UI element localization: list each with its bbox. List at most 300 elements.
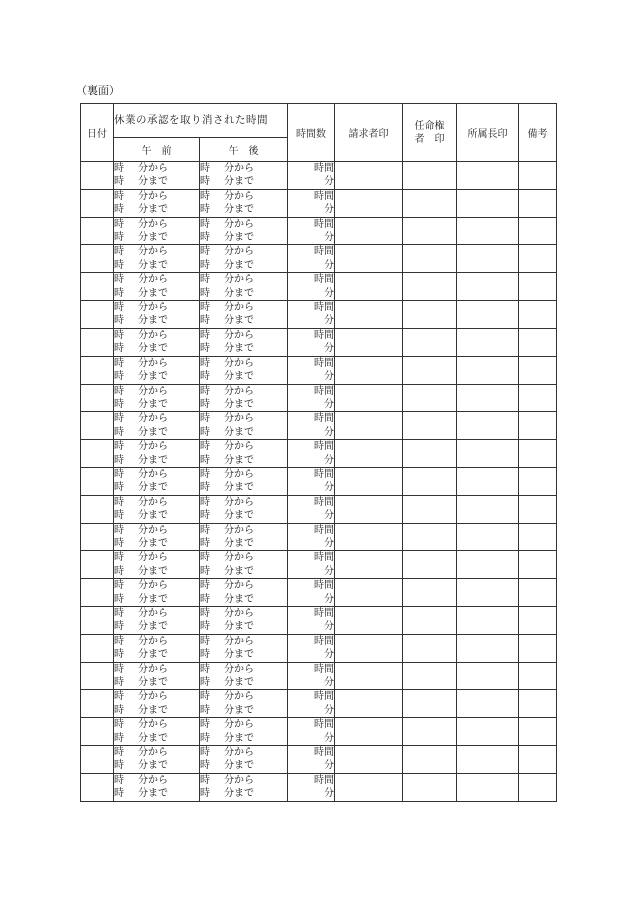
hours-count-cell[interactable] — [288, 273, 335, 301]
date-cell[interactable] — [81, 662, 114, 690]
appointer-seal-cell[interactable] — [403, 189, 457, 217]
count-hour-label: 時間 — [314, 441, 334, 453]
remarks-cell[interactable] — [519, 356, 557, 384]
pm-to-hour-label: 時 — [200, 371, 210, 383]
am-to-min-label: 分まで — [138, 510, 168, 522]
requester-seal-cell[interactable] — [335, 690, 403, 718]
pm-from-min-label: 分から — [224, 691, 254, 703]
am-time-cell[interactable] — [114, 189, 200, 217]
pm-from-hour-label: 時 — [200, 385, 210, 397]
requester-seal-cell[interactable] — [335, 634, 403, 662]
pm-to-hour-label: 時 — [200, 287, 210, 299]
dept-head-seal-cell[interactable] — [457, 189, 519, 217]
remarks-cell[interactable] — [519, 273, 557, 301]
dept-head-seal-cell[interactable] — [457, 773, 519, 801]
am-to-hour-label: 時 — [114, 482, 124, 494]
dept-head-seal-cell[interactable] — [457, 356, 519, 384]
remarks-cell[interactable] — [519, 662, 557, 690]
appointer-seal-cell[interactable] — [403, 273, 457, 301]
am-from-hour-label: 時 — [114, 524, 124, 536]
am-to-min-label: 分まで — [138, 732, 168, 744]
remarks-cell[interactable] — [519, 384, 557, 412]
appointer-seal-cell[interactable] — [403, 384, 457, 412]
requester-seal-cell[interactable] — [335, 356, 403, 384]
am-from-min-label: 分から — [138, 218, 168, 230]
header-hours: 時間数 — [288, 104, 335, 162]
am-time-cell[interactable] — [114, 245, 200, 273]
requester-seal-cell[interactable] — [335, 245, 403, 273]
requester-seal-cell[interactable] — [335, 773, 403, 801]
header-appointer-line2: 者 印 — [414, 133, 445, 145]
date-cell[interactable] — [81, 746, 114, 774]
am-time-cell[interactable] — [114, 523, 200, 551]
pm-from-hour-label: 時 — [200, 747, 210, 759]
pm-from-min-label: 分から — [224, 218, 254, 230]
count-min-label: 分 — [324, 371, 334, 383]
date-cell[interactable] — [81, 579, 114, 607]
am-time-cell[interactable] — [114, 773, 200, 801]
requester-seal-cell[interactable] — [335, 384, 403, 412]
am-time-cell[interactable] — [114, 384, 200, 412]
pm-to-min-label: 分まで — [224, 398, 254, 410]
hours-count-cell[interactable] — [288, 440, 335, 468]
am-from-min-label: 分から — [138, 385, 168, 397]
pm-to-hour-label: 時 — [200, 537, 210, 549]
appointer-seal-cell[interactable] — [403, 634, 457, 662]
remarks-cell[interactable] — [519, 551, 557, 579]
date-cell[interactable] — [81, 384, 114, 412]
table-row — [81, 356, 557, 384]
remarks-cell[interactable] — [519, 773, 557, 801]
dept-head-seal-cell[interactable] — [457, 579, 519, 607]
appointer-seal-cell[interactable] — [403, 162, 457, 190]
hours-count-cell[interactable] — [288, 189, 335, 217]
am-time-cell[interactable] — [114, 356, 200, 384]
requester-seal-cell[interactable] — [335, 523, 403, 551]
count-hour-label: 時間 — [314, 274, 334, 286]
appointer-seal-cell[interactable] — [403, 301, 457, 329]
requester-seal-cell[interactable] — [335, 662, 403, 690]
pm-time-cell[interactable] — [200, 718, 288, 746]
am-time-cell[interactable] — [114, 440, 200, 468]
pm-to-min-label: 分まで — [224, 287, 254, 299]
pm-time-cell[interactable] — [200, 384, 288, 412]
remarks-cell[interactable] — [519, 245, 557, 273]
remarks-cell[interactable] — [519, 523, 557, 551]
dept-head-seal-cell[interactable] — [457, 607, 519, 635]
am-time-cell[interactable] — [114, 662, 200, 690]
am-time-cell[interactable] — [114, 607, 200, 635]
am-time-cell[interactable] — [114, 301, 200, 329]
count-min-label: 分 — [324, 315, 334, 327]
count-min-label: 分 — [324, 232, 334, 244]
pm-from-hour-label: 時 — [200, 580, 210, 592]
dept-head-seal-cell[interactable] — [457, 162, 519, 190]
am-to-min-label: 分まで — [138, 788, 168, 800]
pm-from-min-label: 分から — [224, 302, 254, 314]
pm-to-hour-label: 時 — [200, 593, 210, 605]
hours-count-cell[interactable] — [288, 328, 335, 356]
am-time-cell[interactable] — [114, 467, 200, 495]
date-cell[interactable] — [81, 634, 114, 662]
date-cell[interactable] — [81, 245, 114, 273]
dept-head-seal-cell[interactable] — [457, 217, 519, 245]
am-from-min-label: 分から — [138, 468, 168, 480]
hours-count-cell[interactable] — [288, 301, 335, 329]
am-from-min-label: 分から — [138, 524, 168, 536]
remarks-cell[interactable] — [519, 495, 557, 523]
hours-count-cell[interactable] — [288, 690, 335, 718]
pm-time-cell[interactable] — [200, 746, 288, 774]
pm-time-cell[interactable] — [200, 690, 288, 718]
pm-time-cell[interactable] — [200, 523, 288, 551]
am-time-cell[interactable] — [114, 412, 200, 440]
count-hour-label: 時間 — [314, 246, 334, 258]
dept-head-seal-cell[interactable] — [457, 328, 519, 356]
dept-head-seal-cell[interactable] — [457, 467, 519, 495]
pm-to-hour-label: 時 — [200, 649, 210, 661]
dept-head-seal-cell[interactable] — [457, 384, 519, 412]
pm-time-cell[interactable] — [200, 217, 288, 245]
dept-head-seal-cell[interactable] — [457, 495, 519, 523]
requester-seal-cell[interactable] — [335, 412, 403, 440]
am-from-hour-label: 時 — [114, 329, 124, 341]
hours-count-cell[interactable] — [288, 718, 335, 746]
appointer-seal-cell[interactable] — [403, 356, 457, 384]
pm-to-min-label: 分まで — [224, 510, 254, 522]
count-hour-label: 時間 — [314, 385, 334, 397]
pm-time-cell[interactable] — [200, 273, 288, 301]
dept-head-seal-cell[interactable] — [457, 523, 519, 551]
am-to-hour-label: 時 — [114, 315, 124, 327]
hours-count-cell[interactable] — [288, 746, 335, 774]
date-cell[interactable] — [81, 356, 114, 384]
hours-count-cell[interactable] — [288, 634, 335, 662]
am-to-min-label: 分まで — [138, 371, 168, 383]
dept-head-seal-cell[interactable] — [457, 273, 519, 301]
hours-count-cell[interactable] — [288, 356, 335, 384]
pm-from-min-label: 分から — [224, 274, 254, 286]
dept-head-seal-cell[interactable] — [457, 551, 519, 579]
dept-head-seal-cell[interactable] — [457, 746, 519, 774]
dept-head-seal-cell[interactable] — [457, 690, 519, 718]
appointer-seal-cell[interactable] — [403, 245, 457, 273]
pm-from-min-label: 分から — [224, 524, 254, 536]
dept-head-seal-cell[interactable] — [457, 634, 519, 662]
count-min-label: 分 — [324, 704, 334, 716]
requester-seal-cell[interactable] — [335, 746, 403, 774]
appointer-seal-cell[interactable] — [403, 718, 457, 746]
appointer-seal-cell[interactable] — [403, 217, 457, 245]
date-cell[interactable] — [81, 217, 114, 245]
appointer-seal-cell[interactable] — [403, 412, 457, 440]
count-hour-label: 時間 — [314, 691, 334, 703]
am-to-hour-label: 時 — [114, 732, 124, 744]
count-min-label: 分 — [324, 649, 334, 661]
requester-seal-cell[interactable] — [335, 273, 403, 301]
pm-time-cell[interactable] — [200, 301, 288, 329]
dept-head-seal-cell[interactable] — [457, 412, 519, 440]
appointer-seal-cell[interactable] — [403, 662, 457, 690]
requester-seal-cell[interactable] — [335, 607, 403, 635]
hours-count-cell[interactable] — [288, 495, 335, 523]
remarks-cell[interactable] — [519, 579, 557, 607]
pm-from-hour-label: 時 — [200, 496, 210, 508]
date-cell[interactable] — [81, 523, 114, 551]
pm-from-min-label: 分から — [224, 441, 254, 453]
pm-time-cell[interactable] — [200, 440, 288, 468]
am-to-min-label: 分まで — [138, 565, 168, 577]
remarks-cell[interactable] — [519, 328, 557, 356]
am-to-hour-label: 時 — [114, 287, 124, 299]
appointer-seal-cell[interactable] — [403, 607, 457, 635]
requester-seal-cell[interactable] — [335, 189, 403, 217]
requester-seal-cell[interactable] — [335, 551, 403, 579]
pm-time-cell[interactable] — [200, 162, 288, 190]
pm-time-cell[interactable] — [200, 356, 288, 384]
requester-seal-cell[interactable] — [335, 301, 403, 329]
date-cell[interactable] — [81, 718, 114, 746]
am-time-cell[interactable] — [114, 690, 200, 718]
pm-to-min-label: 分まで — [224, 232, 254, 244]
hours-count-cell[interactable] — [288, 412, 335, 440]
pm-from-min-label: 分から — [224, 413, 254, 425]
am-from-hour-label: 時 — [114, 691, 124, 703]
count-hour-label: 時間 — [314, 163, 334, 174]
count-hour-label: 時間 — [314, 218, 334, 230]
dept-head-seal-cell[interactable] — [457, 440, 519, 468]
count-min-label: 分 — [324, 732, 334, 744]
am-from-min-label: 分から — [138, 357, 168, 369]
am-to-hour-label: 時 — [114, 649, 124, 661]
hours-count-cell[interactable] — [288, 384, 335, 412]
date-cell[interactable] — [81, 189, 114, 217]
pm-to-hour-label: 時 — [200, 315, 210, 327]
am-from-hour-label: 時 — [114, 441, 124, 453]
appointer-seal-cell[interactable] — [403, 523, 457, 551]
am-to-hour-label: 時 — [114, 760, 124, 772]
requester-seal-cell[interactable] — [335, 467, 403, 495]
dept-head-seal-cell[interactable] — [457, 245, 519, 273]
am-to-min-label: 分まで — [138, 287, 168, 299]
table-row — [81, 328, 557, 356]
count-min-label: 分 — [324, 621, 334, 633]
dept-head-seal-cell[interactable] — [457, 718, 519, 746]
count-hour-label: 時間 — [314, 747, 334, 759]
remarks-cell[interactable] — [519, 634, 557, 662]
pm-to-min-label: 分まで — [224, 482, 254, 494]
am-to-min-label: 分まで — [138, 343, 168, 355]
pm-from-min-label: 分から — [224, 163, 254, 174]
pm-from-hour-label: 時 — [200, 774, 210, 786]
appointer-seal-cell[interactable] — [403, 773, 457, 801]
pm-to-hour-label: 時 — [200, 398, 210, 410]
pm-from-hour-label: 時 — [200, 441, 210, 453]
pm-from-hour-label: 時 — [200, 608, 210, 619]
hours-count-cell[interactable] — [288, 217, 335, 245]
remarks-cell[interactable] — [519, 467, 557, 495]
remarks-cell[interactable] — [519, 217, 557, 245]
am-time-cell[interactable] — [114, 162, 200, 190]
pm-time-cell[interactable] — [200, 634, 288, 662]
date-cell[interactable] — [81, 607, 114, 635]
appointer-seal-cell[interactable] — [403, 467, 457, 495]
appointer-seal-cell[interactable] — [403, 746, 457, 774]
date-cell[interactable] — [81, 495, 114, 523]
am-time-cell[interactable] — [114, 328, 200, 356]
pm-time-cell[interactable] — [200, 245, 288, 273]
table-row — [81, 189, 557, 217]
am-to-hour-label: 時 — [114, 704, 124, 716]
am-to-hour-label: 時 — [114, 454, 124, 466]
table-row — [81, 746, 557, 774]
appointer-seal-cell[interactable] — [403, 579, 457, 607]
pm-time-cell[interactable] — [200, 189, 288, 217]
count-min-label: 分 — [324, 482, 334, 494]
am-to-hour-label: 時 — [114, 510, 124, 522]
pm-time-cell[interactable] — [200, 467, 288, 495]
remarks-cell[interactable] — [519, 746, 557, 774]
am-from-min-label: 分から — [138, 329, 168, 341]
am-time-cell[interactable] — [114, 634, 200, 662]
count-hour-label: 時間 — [314, 302, 334, 314]
pm-to-min-label: 分まで — [224, 204, 254, 216]
pm-from-hour-label: 時 — [200, 524, 210, 536]
pm-from-min-label: 分から — [224, 190, 254, 202]
pm-time-cell[interactable] — [200, 412, 288, 440]
pm-to-min-label: 分まで — [224, 677, 254, 689]
pm-from-min-label: 分から — [224, 496, 254, 508]
remarks-cell[interactable] — [519, 189, 557, 217]
am-to-hour-label: 時 — [114, 537, 124, 549]
appointer-seal-cell[interactable] — [403, 328, 457, 356]
hours-count-cell[interactable] — [288, 523, 335, 551]
count-min-label: 分 — [324, 204, 334, 216]
date-cell[interactable] — [81, 162, 114, 190]
pm-time-cell[interactable] — [200, 579, 288, 607]
date-cell[interactable] — [81, 773, 114, 801]
dept-head-seal-cell[interactable] — [457, 662, 519, 690]
pm-to-hour-label: 時 — [200, 482, 210, 494]
hours-count-cell[interactable] — [288, 579, 335, 607]
appointer-seal-cell[interactable] — [403, 551, 457, 579]
table-row — [81, 690, 557, 718]
am-from-min-label: 分から — [138, 552, 168, 564]
pm-to-hour-label: 時 — [200, 677, 210, 689]
pm-time-cell[interactable] — [200, 773, 288, 801]
count-hour-label: 時間 — [314, 635, 334, 647]
am-time-cell[interactable] — [114, 579, 200, 607]
remarks-cell[interactable] — [519, 607, 557, 635]
remarks-cell[interactable] — [519, 718, 557, 746]
remarks-cell[interactable] — [519, 301, 557, 329]
date-cell[interactable] — [81, 440, 114, 468]
requester-seal-cell[interactable] — [335, 718, 403, 746]
pm-time-cell[interactable] — [200, 551, 288, 579]
am-time-cell[interactable] — [114, 495, 200, 523]
appointer-seal-cell[interactable] — [403, 495, 457, 523]
pm-to-hour-label: 時 — [200, 565, 210, 577]
count-min-label: 分 — [324, 398, 334, 410]
count-hour-label: 時間 — [314, 329, 334, 341]
pm-to-min-label: 分まで — [224, 343, 254, 355]
am-time-cell[interactable] — [114, 273, 200, 301]
hours-count-cell[interactable] — [288, 162, 335, 190]
pm-to-hour-label: 時 — [200, 232, 210, 244]
requester-seal-cell[interactable] — [335, 440, 403, 468]
hours-count-cell[interactable] — [288, 662, 335, 690]
date-cell[interactable] — [81, 690, 114, 718]
table-row — [81, 551, 557, 579]
date-cell[interactable] — [81, 301, 114, 329]
remarks-cell[interactable] — [519, 690, 557, 718]
am-from-hour-label: 時 — [114, 496, 124, 508]
pm-from-hour-label: 時 — [200, 357, 210, 369]
pm-to-min-label: 分まで — [224, 649, 254, 661]
remarks-cell[interactable] — [519, 412, 557, 440]
am-time-cell[interactable] — [114, 746, 200, 774]
am-from-min-label: 分から — [138, 747, 168, 759]
pm-from-hour-label: 時 — [200, 691, 210, 703]
am-time-cell[interactable] — [114, 718, 200, 746]
am-from-min-label: 分から — [138, 774, 168, 786]
count-hour-label: 時間 — [314, 552, 334, 564]
requester-seal-cell[interactable] — [335, 495, 403, 523]
requester-seal-cell[interactable] — [335, 579, 403, 607]
remarks-cell[interactable] — [519, 440, 557, 468]
hours-count-cell[interactable] — [288, 773, 335, 801]
pm-time-cell[interactable] — [200, 662, 288, 690]
requester-seal-cell[interactable] — [335, 328, 403, 356]
pm-from-hour-label: 時 — [200, 468, 210, 480]
date-cell[interactable] — [81, 551, 114, 579]
table-row — [81, 301, 557, 329]
am-from-min-label: 分から — [138, 635, 168, 647]
am-from-min-label: 分から — [138, 608, 168, 619]
date-cell[interactable] — [81, 328, 114, 356]
date-cell[interactable] — [81, 467, 114, 495]
am-from-hour-label: 時 — [114, 274, 124, 286]
hours-count-cell[interactable] — [288, 467, 335, 495]
hours-count-cell[interactable] — [288, 607, 335, 635]
table-row — [81, 523, 557, 551]
am-from-min-label: 分から — [138, 190, 168, 202]
am-from-min-label: 分から — [138, 580, 168, 592]
pm-time-cell[interactable] — [200, 495, 288, 523]
requester-seal-cell[interactable] — [335, 162, 403, 190]
requester-seal-cell[interactable] — [335, 217, 403, 245]
date-cell[interactable] — [81, 273, 114, 301]
table-row — [81, 245, 557, 273]
appointer-seal-cell[interactable] — [403, 690, 457, 718]
hours-count-cell[interactable] — [288, 245, 335, 273]
remarks-cell[interactable] — [519, 162, 557, 190]
pm-time-cell[interactable] — [200, 328, 288, 356]
am-time-cell[interactable] — [114, 551, 200, 579]
am-to-hour-label: 時 — [114, 677, 124, 689]
pm-from-min-label: 分から — [224, 385, 254, 397]
table-row — [81, 607, 557, 635]
pm-time-cell[interactable] — [200, 607, 288, 635]
am-time-cell[interactable] — [114, 217, 200, 245]
pm-from-hour-label: 時 — [200, 552, 210, 564]
pm-to-min-label: 分まで — [224, 315, 254, 327]
dept-head-seal-cell[interactable] — [457, 301, 519, 329]
hours-count-cell[interactable] — [288, 551, 335, 579]
appointer-seal-cell[interactable] — [403, 440, 457, 468]
count-hour-label: 時間 — [314, 496, 334, 508]
date-cell[interactable] — [81, 412, 114, 440]
